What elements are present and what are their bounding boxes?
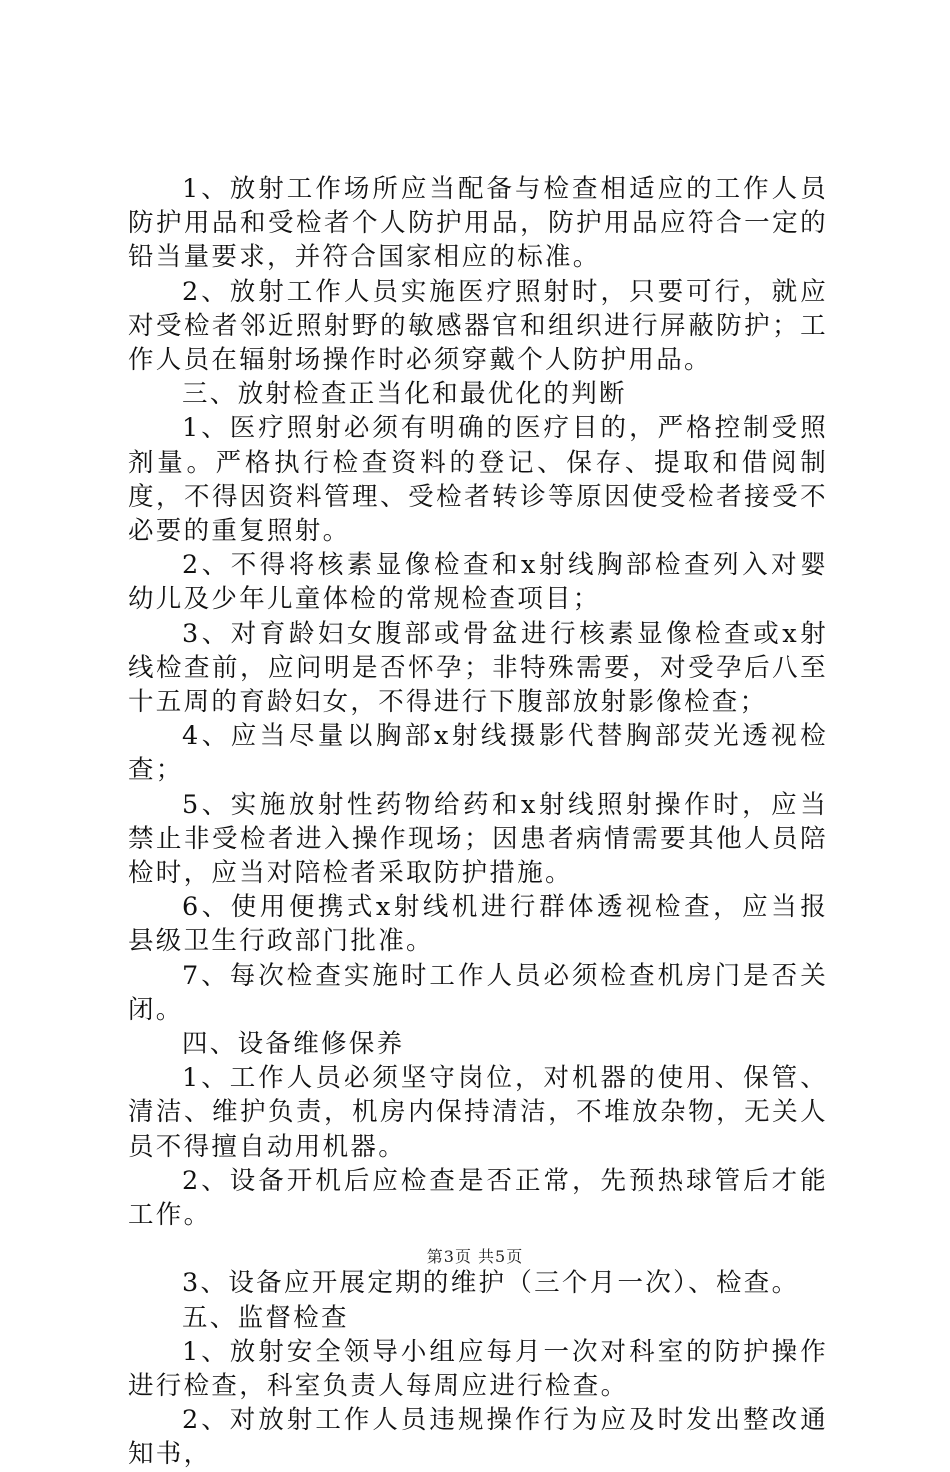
paragraph-8: 6、使用便携式x射线机进行群体透视检查，应当报县级卫生行政部门批准。 — [128, 892, 828, 957]
paragraph-3: 1、医疗照射必须有明确的医疗目的，严格控制受照剂量。严格执行检查资料的登记、保存、提取和借阅制度，不得因资料管理、受检者转诊等原因使受检者接受不必要的重复照射。 — [128, 413, 828, 547]
paragraph-6: 4、应当尽量以胸部x射线摄影代替胸部荧光透视检查； — [128, 721, 828, 786]
paragraph-13: 1、放射安全领导小组应每月一次对科室的防护操作进行检查，科室负责人每周应进行检查。 — [128, 1336, 828, 1401]
paragraph-10: 1、工作人员必须坚守岗位，对机器的使用、保管、清洁、维护负责，机房内保持清洁，不堆放杂物，无关人员不得擅自动用机器。 — [128, 1063, 828, 1162]
document-body — [128, 172, 828, 1472]
section-heading-5: 五、监督检查 — [182, 1302, 349, 1333]
paragraph-12: 3、设备应开展定期的维护（三个月一次）、检查。 — [182, 1268, 800, 1299]
paragraph-2: 2、放射工作人员实施医疗照射时，只要可行，就应对受检者邻近照射野的敏感器官和组织进行屏蔽防护；工作人员在辐射场操作时必须穿戴个人防护用品。 — [128, 276, 828, 376]
section-heading-3: 三、放射检查正当化和最优化的判断 — [182, 379, 627, 410]
paragraph-7: 5、实施放射性药物给药和x射线照射操作时，应当禁止非受检者进入操作现场；因患者病情需要其他人员陪检时，应当对陪检者采取防护措施。 — [128, 789, 828, 889]
page-number: 第3页 共5页 — [426, 1247, 524, 1266]
paragraph-9: 7、每次检查实施时工作人员必须检查机房门是否关闭。 — [128, 960, 828, 1025]
paragraph-1: 1、放射工作场所应当配备与检查相适应的工作人员防护用品和受检者个人防护用品，防护用品应符合一定的铅当量要求，并符合国家相应的标准。 — [128, 174, 828, 273]
page-footer — [0, 1244, 950, 1267]
paragraph-5: 3、对育龄妇女腹部或骨盆进行核素显像检查或x射线检查前，应问明是否怀孕；非特殊需要，对受孕后八至十五周的育龄妇女，不得进行下腹部放射影像检查； — [128, 618, 828, 718]
paragraph-4: 2、不得将核素显像检查和x射线胸部检查列入对婴幼儿及少年儿童体检的常规检查项目； — [128, 550, 828, 615]
section-heading-4: 四、设备维修保养 — [182, 1029, 405, 1060]
paragraph-14: 2、对放射工作人员违规操作行为应及时发出整改通知书， — [128, 1405, 828, 1470]
paragraph-11: 2、设备开机后应检查是否正常，先预热球管后才能工作。 — [128, 1165, 828, 1231]
